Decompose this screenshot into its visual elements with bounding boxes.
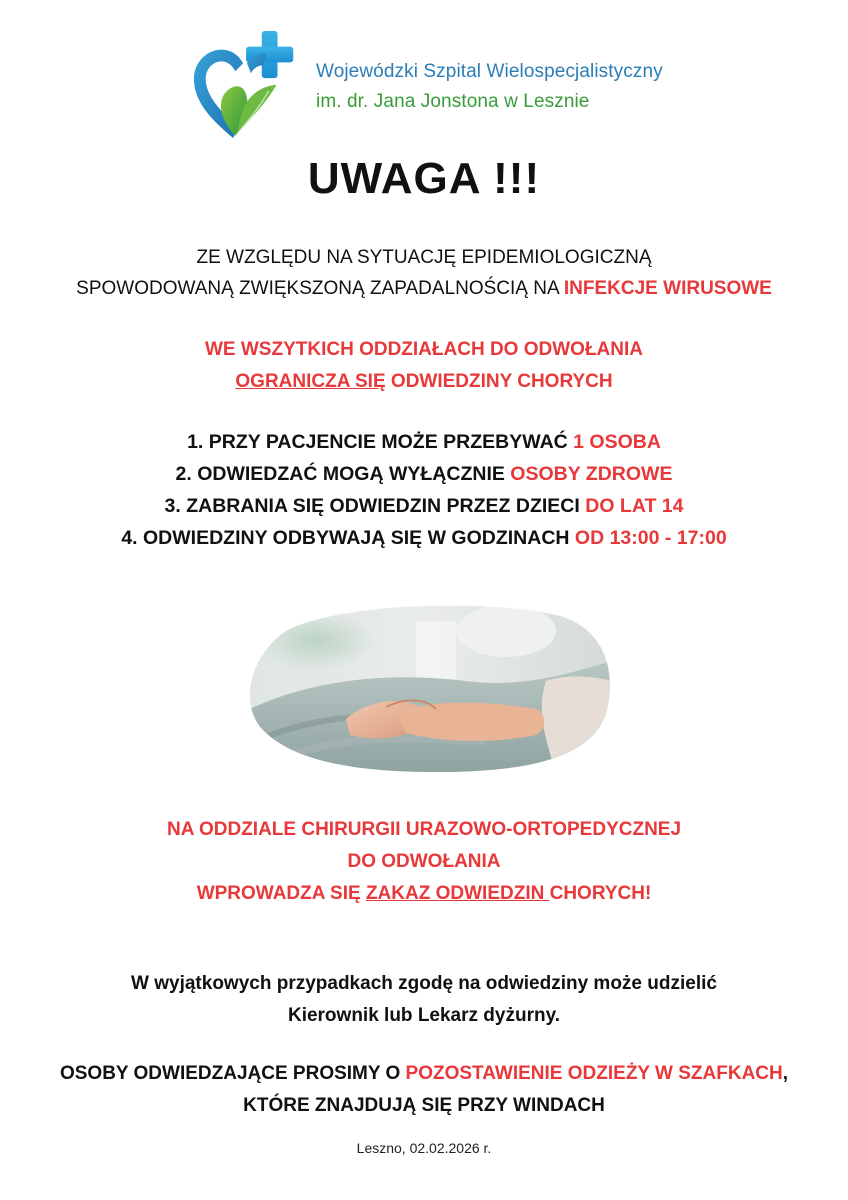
clothes-line2: KTÓRE ZNAJDUJĄ SIĘ PRZY WINDACH xyxy=(243,1095,605,1116)
restriction-line1: WE WSZYTKICH ODDZIAŁACH DO ODWOŁANIA xyxy=(204,339,643,360)
rule-text: 1. PRZY PACJENCIE MOŻE PRZEBYWAĆ xyxy=(187,431,574,453)
rule-text: 3. ZABRANIA SIĘ ODWIEDZIN PRZEZ DZIECI xyxy=(164,495,586,517)
hospital-name-line1: Wojewódzki Szpital Wielospecjalistyczny xyxy=(316,61,663,82)
clothes-line1 xyxy=(0,1058,848,1090)
ban-underlined: ZAKAZ ODWIEDZIN xyxy=(365,883,550,904)
rule-highlight: OD 13:00 - 17:00 xyxy=(574,527,727,549)
exception-line2: Kierownik lub Lekarz dyżurny. xyxy=(287,1005,561,1026)
restriction-rest: ODWIEDZINY CHORYCH xyxy=(385,371,613,392)
restriction-underlined: OGRANICZA SIĘ xyxy=(235,371,386,392)
rule-item xyxy=(0,522,848,554)
heart-cross-logo-icon xyxy=(190,28,308,146)
rule-text: 2. ODWIEDZAĆ MOGĄ WYŁĄCZNIE xyxy=(175,463,511,485)
rule-item xyxy=(0,458,848,490)
ban-line3-suffix: CHORYCH! xyxy=(549,883,652,904)
infection-highlight: INFEKCJE WIRUSOWE xyxy=(563,278,772,299)
holding-hands-photo-icon xyxy=(246,601,612,773)
rule-item xyxy=(0,490,848,522)
notice-title: UWAGA !!! xyxy=(307,154,541,203)
exception-line1: W wyjątkowych przypadkach zgodę na odwiedziny może udzielić xyxy=(131,973,717,994)
clothes-suffix: , xyxy=(782,1063,789,1084)
exception-note xyxy=(0,968,848,1032)
clothes-highlight: POZOSTAWIENIE ODZIEŻY W SZAFKACH xyxy=(405,1063,783,1084)
rule-highlight: DO LAT 14 xyxy=(585,495,684,517)
hospital-header xyxy=(190,28,663,146)
rule-highlight: OSOBY ZDROWE xyxy=(510,463,673,485)
rule-item xyxy=(0,426,848,458)
clothes-prefix: OSOBY ODWIEDZAJĄCE PROSIMY O xyxy=(59,1063,406,1084)
ban-line1: NA ODDZIALE CHIRURGII URAZOWO-ORTOPEDYCZNEJ xyxy=(166,819,682,840)
intro-line2 xyxy=(0,273,848,304)
notice-date: Leszno, 02.02.2026 r. xyxy=(356,1140,492,1156)
visiting-rules xyxy=(0,426,848,554)
restriction-line2 xyxy=(0,366,848,398)
restriction-notice xyxy=(0,334,848,398)
rule-highlight: 1 OSOBA xyxy=(573,431,661,453)
hospital-name-line2: im. dr. Jana Jonstona w Lesznie xyxy=(316,91,590,112)
clothes-request xyxy=(0,1058,848,1122)
ward-ban-notice xyxy=(0,814,848,910)
hospital-name xyxy=(316,57,663,117)
intro-line2-prefix: SPOWODOWANĄ ZWIĘKSZONĄ ZAPADALNOŚCIĄ NA xyxy=(76,278,564,299)
intro-text xyxy=(0,242,848,304)
intro-line1: ZE WZGLĘDU NA SYTUACJĘ EPIDEMIOLOGICZNĄ xyxy=(196,247,652,268)
ban-line2: DO ODWOŁANIA xyxy=(347,851,501,872)
ban-line3 xyxy=(0,878,848,910)
rule-text: 4. ODWIEDZINY ODBYWAJĄ SIĘ W GODZINACH xyxy=(121,527,575,549)
ban-line3-prefix: WPROWADZA SIĘ xyxy=(196,883,366,904)
holding-hands-photo xyxy=(246,601,612,773)
